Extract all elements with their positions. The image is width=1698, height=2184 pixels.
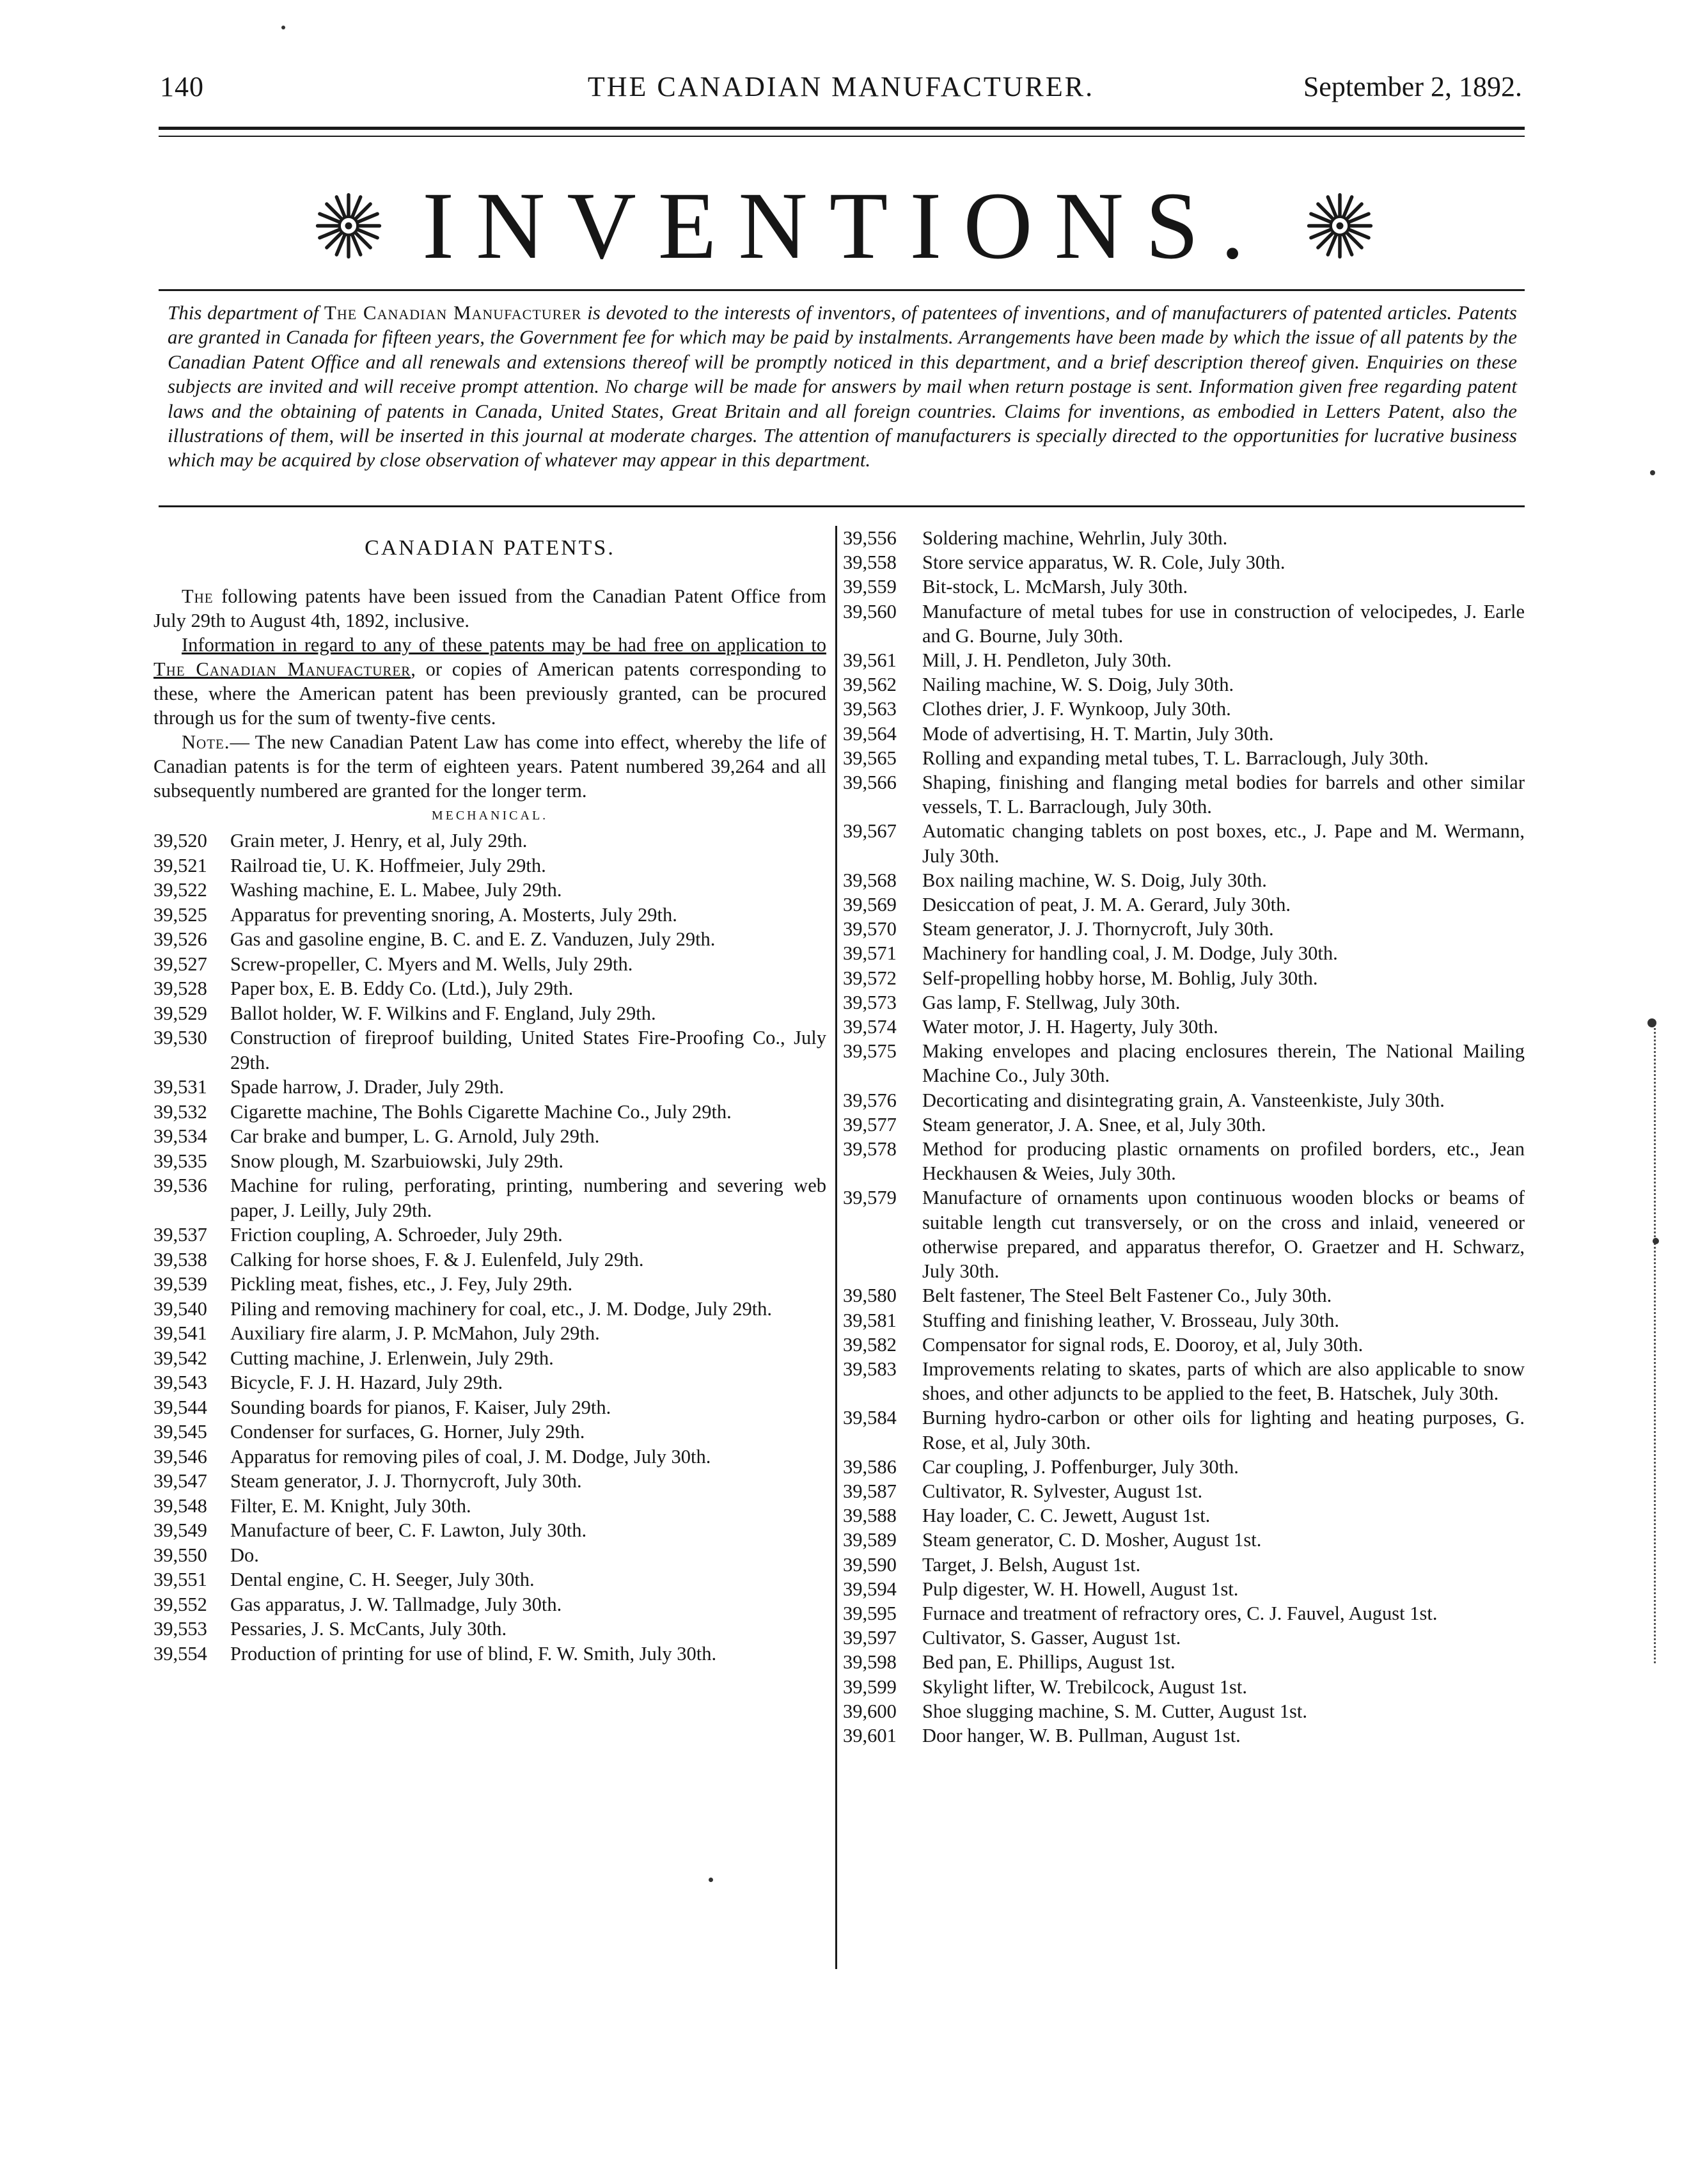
- patent-description: Improvements relating to skates, parts of which are also applicable to snow shoes, and other adjuncts to be applied to the feet, B. Hatschek, July 30th.: [922, 1357, 1525, 1405]
- patent-number: 39,525: [153, 903, 207, 926]
- section-title: INVENTIONS.: [422, 173, 1266, 279]
- masthead-rule: [159, 289, 1525, 291]
- issue-date: September 2, 1892.: [1303, 71, 1522, 102]
- patent-number: 39,546: [153, 1445, 207, 1468]
- patent-description: Door hanger, W. B. Pullman, August 1st.: [922, 1724, 1241, 1746]
- patent-description: Cultivator, S. Gasser, August 1st.: [922, 1627, 1181, 1649]
- patent-entry: [153, 1223, 826, 1247]
- patent-number: 39,537: [153, 1224, 207, 1246]
- patent-entry: [843, 1357, 1525, 1405]
- patent-description: Paper box, E. B. Eddy Co. (Ltd.), July 29th.: [230, 977, 574, 999]
- patent-number: 39,550: [153, 1544, 207, 1566]
- patent-number: 39,527: [153, 953, 207, 975]
- patent-description: Apparatus for removing piles of coal, J. M. Dodge, July 30th.: [230, 1445, 711, 1468]
- patent-entry: [153, 1444, 826, 1469]
- patent-number: 39,570: [843, 918, 897, 940]
- patent-entry: [843, 1137, 1525, 1185]
- header-rule-thick: [159, 127, 1525, 130]
- journal-title: THE CANADIAN MANUFACTURER.: [587, 71, 1095, 102]
- patent-description: Dental engine, C. H. Seeger, July 30th.: [230, 1569, 535, 1590]
- patent-description: Desiccation of peat, J. M. A. Gerard, July 30th.: [922, 894, 1291, 916]
- intro-rule: [159, 505, 1525, 507]
- patent-entry: [153, 1395, 826, 1420]
- patent-number: 39,563: [843, 698, 897, 720]
- patent-entry: [153, 927, 826, 952]
- left-column: [153, 534, 826, 1666]
- patent-number: 39,531: [153, 1076, 207, 1098]
- information-text-underlined: Information in regard to any of these patents may be had free on application to: [182, 634, 826, 656]
- patent-number: 39,554: [153, 1642, 207, 1665]
- patent-number: 39,541: [153, 1322, 207, 1344]
- patent-description: Shoe slugging machine, S. M. Cutter, August 1st.: [922, 1700, 1308, 1722]
- patent-description: Manufacture of metal tubes for use in construction of velocipedes, J. Earle and G. Bourne, July 30th.: [922, 600, 1525, 647]
- patent-number: 39,553: [153, 1618, 207, 1640]
- patent-number: 39,556: [843, 527, 897, 549]
- page-number: 140: [160, 71, 204, 102]
- patent-number: 39,594: [843, 1578, 897, 1600]
- patent-number: 39,590: [843, 1553, 897, 1576]
- patent-description: Steam generator, J. J. Thornycroft, July 30th.: [230, 1470, 582, 1492]
- patent-number: 39,569: [843, 894, 897, 916]
- patent-number: 39,568: [843, 869, 897, 891]
- patent-number: 39,560: [843, 600, 897, 622]
- patent-entry: [153, 1100, 826, 1125]
- patent-entry: [843, 1308, 1525, 1333]
- patent-description: Furnace and treatment of refractory ores, C. J. Fauvel, August 1st.: [922, 1602, 1438, 1624]
- patent-entry: [843, 722, 1525, 746]
- patent-entry: [843, 1039, 1525, 1088]
- patent-description: Machinery for handling coal, J. M. Dodge, July 30th.: [922, 942, 1338, 965]
- patent-number: 39,567: [843, 820, 897, 843]
- patent-description: Cigarette machine, The Bohls Cigarette Machine Co., July 29th.: [230, 1100, 732, 1123]
- patent-description: Pickling meat, fishes, etc., J. Fey, July 29th.: [230, 1273, 573, 1295]
- patent-description: Skylight lifter, W. Trebilcock, August 1st.: [922, 1675, 1248, 1698]
- patent-number: 39,529: [153, 1002, 207, 1024]
- intro-paragraph-text: following patents have been issued from the Canadian Patent Office from July 29th to August 4th, 1892, inclusive.: [153, 585, 826, 631]
- patent-number: 39,558: [843, 551, 897, 574]
- patent-number: 39,540: [153, 1297, 207, 1320]
- patent-number: 39,561: [843, 649, 897, 672]
- patent-entry: [843, 770, 1525, 819]
- patent-description: Construction of fireproof building, United States Fire-Proofing Co., July 29th.: [230, 1027, 826, 1073]
- intro-paragraph: [153, 584, 826, 633]
- patent-description: Bit-stock, L. McMarsh, July 30th.: [922, 576, 1188, 598]
- patent-entry: [153, 828, 826, 853]
- patent-entry: [843, 1577, 1525, 1601]
- patent-entry: [843, 1015, 1525, 1039]
- patent-description: Compensator for signal rods, E. Dooroy, et al, July 30th.: [922, 1333, 1364, 1356]
- patent-entry: [843, 1553, 1525, 1577]
- patent-description: Shaping, finishing and flanging metal bodies for barrels and other similar vessels, T. L. Barraclough, July 30th.: [922, 772, 1525, 818]
- patent-description: Water motor, J. H. Hagerty, July 30th.: [922, 1016, 1218, 1038]
- patent-description: Method for producing plastic ornaments on profiled borders, etc., Jean Heckhausen & Weies, July 30th.: [922, 1138, 1525, 1185]
- patent-description: Mill, J. H. Pendleton, July 30th.: [922, 649, 1172, 672]
- patent-number: 39,575: [843, 1040, 897, 1063]
- patent-list-right: [843, 526, 1525, 1748]
- patent-entry: [153, 1567, 826, 1592]
- patent-description: Store service apparatus, W. R. Cole, July 30th.: [922, 551, 1285, 574]
- right-column: [843, 526, 1525, 1748]
- patent-entry: [153, 952, 826, 977]
- mechanical-subheading: MECHANICAL.: [431, 809, 549, 823]
- patent-description: Bed pan, E. Phillips, August 1st.: [922, 1651, 1175, 1674]
- patent-description: Snow plough, M. Szarbuiowski, July 29th.: [230, 1150, 564, 1172]
- patent-description: Steam generator, J. A. Snee, et al, July 30th.: [922, 1113, 1266, 1136]
- patent-number: 39,586: [843, 1455, 897, 1478]
- patent-description: Self-propelling hobby horse, M. Bohlig, July 30th.: [922, 967, 1318, 989]
- patent-number: 39,601: [843, 1724, 897, 1746]
- patent-description: Grain meter, J. Henry, et al, July 29th.: [230, 830, 528, 851]
- patent-number: 39,528: [153, 977, 207, 999]
- patent-description: Burning hydro-carbon or other oils for lighting and heating purposes, G. Rose, et al, July 30th.: [922, 1407, 1525, 1453]
- patent-entry: [843, 1528, 1525, 1552]
- scan-speck: [1653, 1238, 1659, 1244]
- patent-description: Making envelopes and placing enclosures therein, The National Mailing Machine Co., July 30th.: [922, 1040, 1525, 1087]
- patent-number: 39,581: [843, 1309, 897, 1331]
- patent-number: 39,521: [153, 854, 207, 876]
- patent-description: Filter, E. M. Knight, July 30th.: [230, 1494, 471, 1517]
- patent-number: 39,542: [153, 1347, 207, 1369]
- patent-number: 39,598: [843, 1651, 897, 1674]
- patent-entry: [153, 1494, 826, 1519]
- patent-entry: [843, 1405, 1525, 1454]
- patent-entry: [843, 574, 1525, 599]
- patent-entry: [153, 1592, 826, 1617]
- patent-description: Belt fastener, The Steel Belt Fastener Co., July 30th.: [922, 1285, 1332, 1307]
- patent-number: 39,526: [153, 928, 207, 950]
- patent-number: 39,566: [843, 772, 897, 794]
- patent-entry: [843, 1626, 1525, 1650]
- patent-entry: [153, 1272, 826, 1297]
- patent-number: 39,543: [153, 1372, 207, 1393]
- patent-entry: [153, 1518, 826, 1543]
- patent-number: 39,595: [843, 1602, 897, 1624]
- patent-description: Steam generator, C. D. Mosher, August 1st.: [922, 1529, 1262, 1551]
- patent-number: 39,532: [153, 1100, 207, 1123]
- intro-lead: This department of: [168, 301, 324, 324]
- patent-entry: [153, 976, 826, 1001]
- patent-number: 39,588: [843, 1505, 897, 1527]
- patent-entry: [843, 526, 1525, 550]
- patent-entry: [843, 990, 1525, 1015]
- patent-number: 39,577: [843, 1113, 897, 1136]
- patent-entry: [843, 1088, 1525, 1112]
- patent-entry: [843, 648, 1525, 672]
- patent-description: Pessaries, J. S. McCants, July 30th.: [230, 1618, 507, 1640]
- scan-speck: [1650, 470, 1655, 475]
- patent-number: 39,573: [843, 991, 897, 1013]
- patent-number: 39,551: [153, 1569, 207, 1590]
- patent-entry: [843, 892, 1525, 917]
- intro-journal-name: The Canadian Manufacturer: [324, 301, 582, 324]
- intro-body: is devoted to the interests of inventors, of patentees of inventions, and of manufacturers of patented articles. Patents are granted in Canada for fifteen years, the Government fee for which may be paid by instalments. Arrangements have been made by which the issue of all patents by the Canadian Patent Office and all renewals and extensions thereof will be promptly noticed in this department, and a brief description thereof given. Enquiries on these subjects are invited and will receive prompt attention. No charge will be made for answers by mail when return postage is sent. Information given free regarding patent laws and the obtaining of patents in Canada, United States, Great Britain and all foreign countries. Claims for inventions, as embodied in Letters Patent, also the illustrations of them, will be inserted in this journal at moderate charges. The attention of manufacturers is specially directed to the opportunities for lucrative business which may be acquired by close observation of whatever may appear in this department.: [168, 301, 1517, 471]
- patent-number: 39,587: [843, 1480, 897, 1502]
- patent-description: Gas apparatus, J. W. Tallmadge, July 30th.: [230, 1593, 562, 1615]
- patent-number: 39,520: [153, 830, 207, 851]
- patent-entry: [843, 917, 1525, 941]
- running-head: [160, 70, 1522, 109]
- patent-entry: [843, 819, 1525, 867]
- information-journal-name: The Canadian Manufacturer: [153, 658, 411, 680]
- patent-description: Cutting machine, J. Erlenwein, July 29th.: [230, 1347, 554, 1369]
- patent-number: 39,534: [153, 1125, 207, 1147]
- patent-entry: [153, 878, 826, 903]
- patent-description: Mode of advertising, H. T. Martin, July 30th.: [922, 722, 1274, 745]
- patent-number: 39,559: [843, 576, 897, 598]
- information-paragraph: [153, 633, 826, 730]
- patent-number: 39,562: [843, 674, 897, 696]
- patent-entry: [843, 868, 1525, 892]
- patent-number: 39,565: [843, 747, 897, 769]
- patent-entry: [153, 1001, 826, 1026]
- patent-entry: [843, 941, 1525, 965]
- patent-entry: [843, 1650, 1525, 1674]
- patent-number: 39,582: [843, 1333, 897, 1356]
- patent-description: Target, J. Belsh, August 1st.: [922, 1553, 1141, 1576]
- patent-entry: [843, 1601, 1525, 1626]
- patent-number: 39,536: [153, 1175, 207, 1196]
- patent-number: 39,600: [843, 1700, 897, 1722]
- patent-entry: [843, 966, 1525, 990]
- patent-description: Ballot holder, W. F. Wilkins and F. England, July 29th.: [230, 1002, 656, 1024]
- header-rule-thin: [159, 136, 1525, 137]
- patent-description: Apparatus for preventing snoring, A. Mosterts, July 29th.: [230, 903, 677, 926]
- patent-number: 39,580: [843, 1285, 897, 1307]
- patent-number: 39,522: [153, 879, 207, 901]
- patent-entry: [843, 1723, 1525, 1748]
- patent-entry: [843, 550, 1525, 574]
- patent-entry: [153, 1173, 826, 1223]
- patent-number: 39,576: [843, 1089, 897, 1111]
- patent-description: Clothes drier, J. F. Wynkoop, July 30th.: [922, 698, 1231, 720]
- patent-number: 39,539: [153, 1273, 207, 1295]
- patent-number: 39,548: [153, 1494, 207, 1517]
- patent-description: Sounding boards for pianos, F. Kaiser, July 29th.: [230, 1396, 611, 1418]
- column-rule: [835, 526, 837, 1969]
- patent-entry: [153, 1297, 826, 1322]
- scan-speck: [1647, 1018, 1656, 1027]
- patent-description: Screw-propeller, C. Myers and M. Wells, July 29th.: [230, 953, 633, 975]
- asterisk-flower-icon: [1305, 191, 1375, 261]
- patent-entry: [843, 1283, 1525, 1308]
- patent-number: 39,578: [843, 1138, 897, 1160]
- patent-description: Manufacture of ornaments upon continuous wooden blocks or beams of suitable length cut transversely, or on the cross and inlaid, veneered or otherwise prepared, and apparatus therefor, O. Graetzer and H. Schwarz, July 30th.: [922, 1187, 1525, 1283]
- patent-number: 39,597: [843, 1627, 897, 1649]
- patent-entry: [843, 697, 1525, 721]
- note-text: — The new Canadian Patent Law has come into effect, whereby the life of Canadian patents is for the term of eighteen years. Patent numbered 39,264 and all subsequently numbered are granted for the longer term.: [153, 731, 826, 802]
- patent-description: Soldering machine, Wehrlin, July 30th.: [922, 527, 1228, 549]
- patent-list-left: [153, 828, 826, 1666]
- patent-entry: [153, 1247, 826, 1272]
- scan-speck: [281, 26, 285, 29]
- patent-description: Hay loader, C. C. Jewett, August 1st.: [922, 1505, 1211, 1527]
- patent-number: 39,549: [153, 1519, 207, 1541]
- patent-number: 39,589: [843, 1529, 897, 1551]
- patent-number: 39,584: [843, 1407, 897, 1429]
- patent-entry: [843, 1333, 1525, 1357]
- note-paragraph: [153, 730, 826, 803]
- patent-entry: [843, 1185, 1525, 1283]
- patent-description: Auxiliary fire alarm, J. P. McMahon, July 29th.: [230, 1322, 600, 1344]
- patent-description: Rolling and expanding metal tubes, T. L. Barraclough, July 30th.: [922, 747, 1429, 769]
- patent-description: Friction coupling, A. Schroeder, July 29th.: [230, 1224, 563, 1246]
- patent-number: 39,571: [843, 942, 897, 965]
- patent-description: Box nailing machine, W. S. Doig, July 30th.: [922, 869, 1267, 891]
- patent-entry: [153, 1321, 826, 1346]
- scan-speck: [709, 1878, 713, 1882]
- patent-description: Automatic changing tablets on post boxes, etc., J. Pape and M. Wermann, July 30th.: [922, 820, 1525, 867]
- patent-entry: [843, 746, 1525, 770]
- patent-number: 39,544: [153, 1396, 207, 1418]
- patent-description: Machine for ruling, perforating, printing, numbering and severing web paper, J. Leilly, July 29th.: [230, 1175, 826, 1221]
- canadian-patents-heading: CANADIAN PATENTS.: [365, 536, 615, 560]
- patent-description: Gas lamp, F. Stellwag, July 30th.: [922, 991, 1181, 1013]
- patent-entry: [843, 1675, 1525, 1699]
- patent-number: 39,538: [153, 1248, 207, 1270]
- patent-entry: [153, 1370, 826, 1395]
- patent-number: 39,552: [153, 1593, 207, 1615]
- patent-entry: [153, 853, 826, 878]
- department-intro: [168, 301, 1517, 473]
- patent-entry: [843, 1455, 1525, 1479]
- patent-description: Do.: [230, 1544, 259, 1566]
- patent-description: Production of printing for use of blind, F. W. Smith, July 30th.: [230, 1642, 717, 1665]
- patent-entry: [843, 1112, 1525, 1137]
- patent-description: Car coupling, J. Poffenburger, July 30th.: [922, 1455, 1239, 1478]
- patent-entry: [153, 903, 826, 928]
- patent-description: Steam generator, J. J. Thornycroft, July 30th.: [922, 918, 1274, 940]
- patent-number: 39,530: [153, 1027, 207, 1048]
- patent-description: Decorticating and disintegrating grain, A. Vansteenkiste, July 30th.: [922, 1089, 1445, 1111]
- patent-number: 39,547: [153, 1470, 207, 1492]
- patent-entry: [843, 1699, 1525, 1723]
- patent-number: 39,564: [843, 722, 897, 745]
- patent-entry: [843, 599, 1525, 648]
- patent-description: Calking for horse shoes, F. & J. Eulenfeld, July 29th.: [230, 1248, 644, 1270]
- patent-description: Washing machine, E. L. Mabee, July 29th.: [230, 879, 562, 901]
- patent-number: 39,599: [843, 1675, 897, 1698]
- patent-description: Bicycle, F. J. H. Hazard, July 29th.: [230, 1372, 503, 1393]
- patent-entry: [153, 1124, 826, 1149]
- information-text: , or copies of American patents corresponding to these, where the American patent has been previously granted, can be procured through us for the sum of twenty-five cents.: [153, 658, 827, 729]
- patent-number: 39,579: [843, 1187, 897, 1209]
- patent-entry: [153, 1543, 826, 1568]
- patent-entry: [843, 1479, 1525, 1503]
- patent-description: Pulp digester, W. H. Howell, August 1st.: [922, 1578, 1239, 1600]
- patent-entry: [153, 1617, 826, 1642]
- patent-entry: [153, 1025, 826, 1075]
- patent-description: Manufacture of beer, C. F. Lawton, July 30th.: [230, 1519, 587, 1541]
- patent-description: Stuffing and finishing leather, V. Brosseau, July 30th.: [922, 1309, 1339, 1331]
- patent-description: Piling and removing machinery for coal, etc., J. M. Dodge, July 29th.: [230, 1297, 773, 1320]
- patent-description: Spade harrow, J. Drader, July 29th.: [230, 1076, 504, 1098]
- patent-entry: [153, 1642, 826, 1666]
- binding-edge: [1654, 1024, 1660, 1663]
- patent-description: Railroad tie, U. K. Hoffmeier, July 29th.: [230, 854, 546, 876]
- dropcap-word: The: [182, 585, 214, 607]
- patent-entry: [153, 1469, 826, 1494]
- patent-description: Condenser for surfaces, G. Horner, July 29th.: [230, 1421, 585, 1443]
- patent-entry: [843, 1503, 1525, 1528]
- patent-entry: [153, 1420, 826, 1444]
- patent-entry: [153, 1149, 826, 1174]
- patent-number: 39,535: [153, 1150, 207, 1172]
- note-lead: Note.: [182, 731, 230, 753]
- patent-number: 39,583: [843, 1357, 897, 1380]
- patent-entry: [153, 1075, 826, 1100]
- patent-number: 39,545: [153, 1421, 207, 1443]
- section-masthead: [313, 171, 1375, 280]
- patent-description: Cultivator, R. Sylvester, August 1st.: [922, 1480, 1203, 1502]
- patent-entry: [153, 1346, 826, 1371]
- patent-number: 39,572: [843, 967, 897, 989]
- patent-number: 39,574: [843, 1016, 897, 1038]
- patent-description: Gas and gasoline engine, B. C. and E. Z. Vanduzen, July 29th.: [230, 928, 716, 950]
- patent-description: Nailing machine, W. S. Doig, July 30th.: [922, 674, 1234, 696]
- patent-description: Car brake and bumper, L. G. Arnold, July 29th.: [230, 1125, 600, 1147]
- patent-entry: [843, 672, 1525, 697]
